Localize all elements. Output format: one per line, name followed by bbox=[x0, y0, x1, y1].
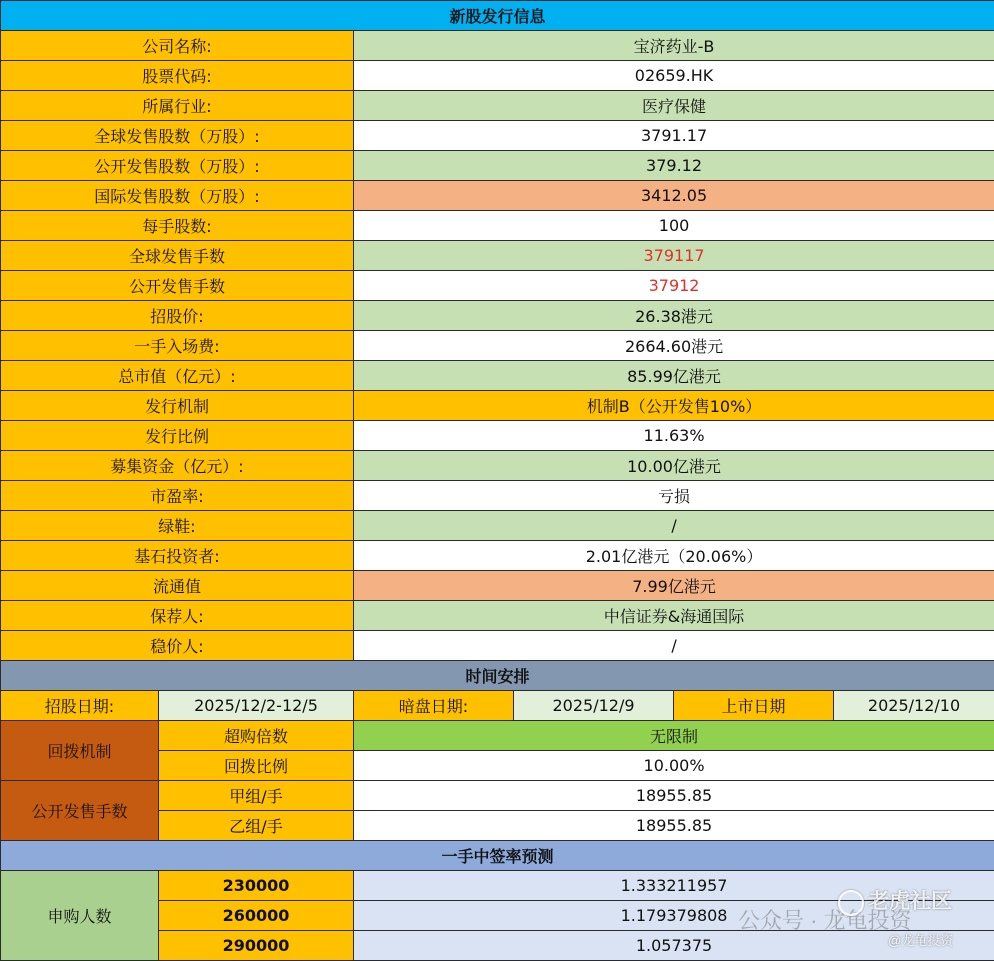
tiger-logo-icon bbox=[838, 890, 864, 916]
funds-raised-label: 募集资金（亿元）: bbox=[1, 451, 354, 481]
market-cap-label: 总市值（亿元）: bbox=[1, 361, 354, 391]
grey-market-date-value: 2025/12/9 bbox=[514, 691, 674, 721]
info-row-cornerstone bbox=[1, 541, 994, 571]
mechanism-value: 机制B（公开发售10%） bbox=[354, 391, 994, 421]
public-lots-row-a bbox=[1, 781, 994, 811]
applicant-count: 260000 bbox=[159, 901, 354, 931]
allotment-rate: 1.057375 bbox=[354, 931, 994, 961]
public-shares-label: 公开发售股数（万股）: bbox=[1, 151, 354, 181]
entry-fee-label: 一手入场费: bbox=[1, 331, 354, 361]
forecast-title: 一手中签率预测 bbox=[1, 841, 994, 871]
float-value-value: 7.99亿港元 bbox=[354, 571, 994, 601]
oversubscription-label: 超购倍数 bbox=[159, 721, 354, 751]
group-a-label: 甲组/手 bbox=[159, 781, 354, 811]
schedule-header-row bbox=[1, 661, 994, 691]
public-lots-value: 37912 bbox=[354, 271, 994, 301]
clawback-ratio-value: 10.00% bbox=[354, 751, 994, 781]
info-row-offer-price bbox=[1, 301, 994, 331]
applicant-count: 230000 bbox=[159, 871, 354, 901]
global-lots-value: 379117 bbox=[354, 241, 994, 271]
lot-size-label: 每手股数: bbox=[1, 211, 354, 241]
cornerstone-value: 2.01亿港元（20.06%） bbox=[354, 541, 994, 571]
stock-code-value: 02659.HK bbox=[354, 61, 994, 91]
listing-date-value: 2025/12/10 bbox=[834, 691, 994, 721]
info-row-greenshoe bbox=[1, 511, 994, 541]
schedule-row bbox=[1, 691, 994, 721]
info-row-entry-fee bbox=[1, 331, 994, 361]
schedule-title: 时间安排 bbox=[1, 661, 994, 691]
sponsor-label: 保荐人: bbox=[1, 601, 354, 631]
float-value-label: 流通值 bbox=[1, 571, 354, 601]
clawback-row-oversub bbox=[1, 721, 994, 751]
info-row-global-shares bbox=[1, 121, 994, 151]
issue-ratio-value: 11.63% bbox=[354, 421, 994, 451]
pe-ratio-label: 市盈率: bbox=[1, 481, 354, 511]
cornerstone-label: 基石投资者: bbox=[1, 541, 354, 571]
global-shares-value: 3791.17 bbox=[354, 121, 994, 151]
greenshoe-value: / bbox=[354, 511, 994, 541]
offer-price-value: 26.38港元 bbox=[354, 301, 994, 331]
greenshoe-label: 绿鞋: bbox=[1, 511, 354, 541]
allotment-rate: 1.333211957 bbox=[354, 871, 994, 901]
public-lots-label: 公开发售手数 bbox=[1, 271, 354, 301]
intl-shares-label: 国际发售股数（万股）: bbox=[1, 181, 354, 211]
applicant-count: 290000 bbox=[159, 931, 354, 961]
info-row-issue-ratio bbox=[1, 421, 994, 451]
intl-shares-value: 3412.05 bbox=[354, 181, 994, 211]
entry-fee-value: 2664.60港元 bbox=[354, 331, 994, 361]
community-watermark: 老虎社区 bbox=[868, 885, 952, 915]
offer-price-label: 招股价: bbox=[1, 301, 354, 331]
sponsor-value: 中信证券&海通国际 bbox=[354, 601, 994, 631]
info-row-sponsor bbox=[1, 601, 994, 631]
global-shares-label: 全球发售股数（万股）: bbox=[1, 121, 354, 151]
mechanism-label: 发行机制 bbox=[1, 391, 354, 421]
industry-label: 所属行业: bbox=[1, 91, 354, 121]
forecast-header-row bbox=[1, 841, 994, 871]
applicants-label: 申购人数 bbox=[1, 871, 159, 961]
oversubscription-value: 无限制 bbox=[354, 721, 994, 751]
info-row-float-value bbox=[1, 571, 994, 601]
info-row-stabilizer bbox=[1, 631, 994, 661]
subscription-date-value: 2025/12/2-12/5 bbox=[159, 691, 354, 721]
global-lots-label: 全球发售手数 bbox=[1, 241, 354, 271]
info-row-public-lots bbox=[1, 271, 994, 301]
clawback-label: 回拨机制 bbox=[1, 721, 159, 781]
group-b-label: 乙组/手 bbox=[159, 811, 354, 841]
info-row-market-cap bbox=[1, 361, 994, 391]
info-row-intl-shares bbox=[1, 181, 994, 211]
market-cap-value: 85.99亿港元 bbox=[354, 361, 994, 391]
grey-market-date-label: 暗盘日期: bbox=[354, 691, 514, 721]
info-row-industry bbox=[1, 91, 994, 121]
info-row-global-lots bbox=[1, 241, 994, 271]
issue-ratio-label: 发行比例 bbox=[1, 421, 354, 451]
handle-watermark: @龙龟投资 bbox=[888, 930, 953, 949]
industry-value: 医疗保健 bbox=[354, 91, 994, 121]
lot-size-value: 100 bbox=[354, 211, 994, 241]
subscription-date-label: 招股日期: bbox=[1, 691, 159, 721]
info-row-code bbox=[1, 61, 994, 91]
info-row-mechanism bbox=[1, 391, 994, 421]
wechat-account-watermark: 公众号 · 龙龟投资 bbox=[738, 904, 912, 935]
table-title: 新股发行信息 bbox=[1, 1, 994, 31]
group-b-value: 18955.85 bbox=[354, 811, 994, 841]
company-name-label: 公司名称: bbox=[1, 31, 354, 61]
info-row-funds-raised bbox=[1, 451, 994, 481]
pe-ratio-value: 亏损 bbox=[354, 481, 994, 511]
stock-code-label: 股票代码: bbox=[1, 61, 354, 91]
allotment-rate: 1.179379808 bbox=[354, 901, 994, 931]
funds-raised-value: 10.00亿港元 bbox=[354, 451, 994, 481]
stabilizer-label: 稳价人: bbox=[1, 631, 354, 661]
info-row-lot-size bbox=[1, 211, 994, 241]
stabilizer-value: / bbox=[354, 631, 994, 661]
info-row-public-shares bbox=[1, 151, 994, 181]
group-a-value: 18955.85 bbox=[354, 781, 994, 811]
clawback-ratio-label: 回拨比例 bbox=[159, 751, 354, 781]
title-row bbox=[1, 1, 994, 31]
info-row-pe bbox=[1, 481, 994, 511]
public-shares-value: 379.12 bbox=[354, 151, 994, 181]
company-name-value: 宝济药业-B bbox=[354, 31, 994, 61]
public-lots-section-label: 公开发售手数 bbox=[1, 781, 159, 841]
listing-date-label: 上市日期 bbox=[674, 691, 834, 721]
info-row-company bbox=[1, 31, 994, 61]
